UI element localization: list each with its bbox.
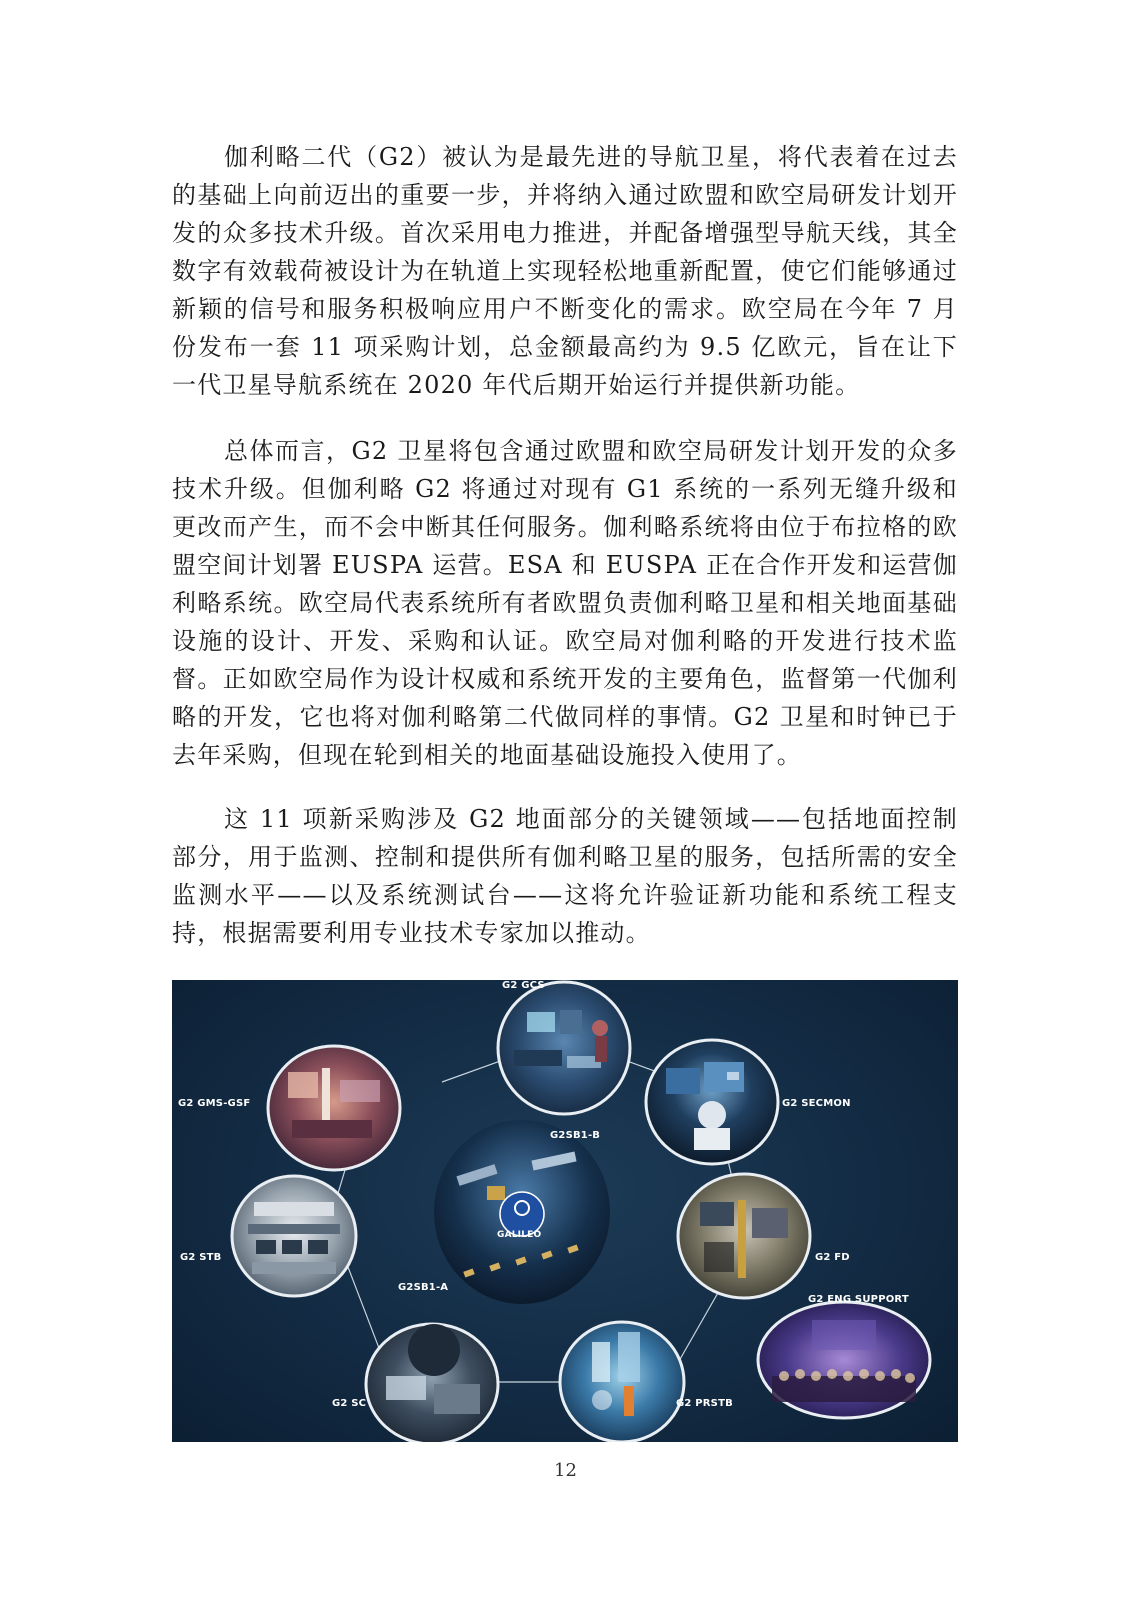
gcs-image — [498, 982, 630, 1114]
eng-support-image — [758, 1302, 930, 1418]
label-prstb: G2 PRSTB — [676, 1398, 733, 1409]
label-gms-gsf: G2 GMS-GSF — [178, 1098, 251, 1109]
label-eng-support: G2 ENG SUPPORT — [808, 1294, 909, 1305]
label-stb: G2 STB — [180, 1252, 222, 1263]
stb-image — [232, 1176, 356, 1296]
paragraph-g2-upgrades: 总体而言，G2 卫星将包含通过欧盟和欧空局研发计划开发的众多技术升级。但伽利略 G2 将通过对现有 G1 系统的一系列无缝升级和更改而产生，而不会中断其任何服务。伽利略系统将由位于布拉格的欧盟空间计划署 EUSPA 运营。ESA 和 EUSPA 正在合作开发和运营伽利略系统。欧空局代表系统所有者欧盟负责伽利略卫星和相关地面基础设施的设计、开发、采购和认证。欧空局对伽利略的开发进行技术监督。正如欧空局作为设计权威和系统开发的主要角色，监督第一代伽利略的开发，它也将对伽利略第二代做同样的事情。G2 卫星和时钟已于去年采购，但现在轮到相关的地面基础设施投入使用了。 — [172, 437, 958, 769]
fd-image — [678, 1174, 810, 1298]
page-number: 12 — [554, 1460, 577, 1481]
satellites-center-image — [434, 1120, 610, 1304]
gms-gsf-image — [268, 1046, 400, 1170]
secmon-image — [646, 1040, 778, 1164]
label-sb1-b: G2SB1-B — [550, 1130, 601, 1141]
label-fd: G2 FD — [815, 1252, 850, 1263]
label-sb1-a: G2SB1-A — [398, 1282, 449, 1293]
paragraph-procurements: 这 11 项新采购涉及 G2 地面部分的关键领域——包括地面控制部分，用于监测、控制和提供所有伽利略卫星的服务，包括所需的安全监测水平——以及系统测试台——这将允许验证新功能和系统工程支持，根据需要利用专业技术专家加以推动。 — [172, 805, 958, 947]
figure-graphic — [172, 980, 958, 1442]
label-gcs: G2 GCS — [502, 980, 545, 991]
sc-image — [366, 1324, 498, 1442]
paragraph-g2-overview: 伽利略二代（G2）被认为是最先进的导航卫星，将代表着在过去的基础上向前迈出的重要一步，并将纳入通过欧盟和欧空局研发计划开发的众多技术升级。首次采用电力推进，并配备增强型导航天线，其全数字有效载荷被设计为在轨道上实现轻松地重新配置，使它们能够通过新颖的信号和服务积极响应用户不断变化的需求。欧空局在今年 7 月份发布一套 11 项采购计划，总金额最高约为 9.5 亿欧元，旨在让下一代卫星导航系统在 2020 年代后期开始运行并提供新功能。 — [172, 143, 958, 399]
prstb-image — [560, 1322, 684, 1442]
label-sc: G2 SC — [332, 1398, 367, 1409]
label-secmon: G2 SECMON — [782, 1098, 851, 1109]
galileo-logo-text: GALILEO — [497, 1230, 542, 1240]
g2-ground-segment-figure — [172, 980, 958, 1442]
